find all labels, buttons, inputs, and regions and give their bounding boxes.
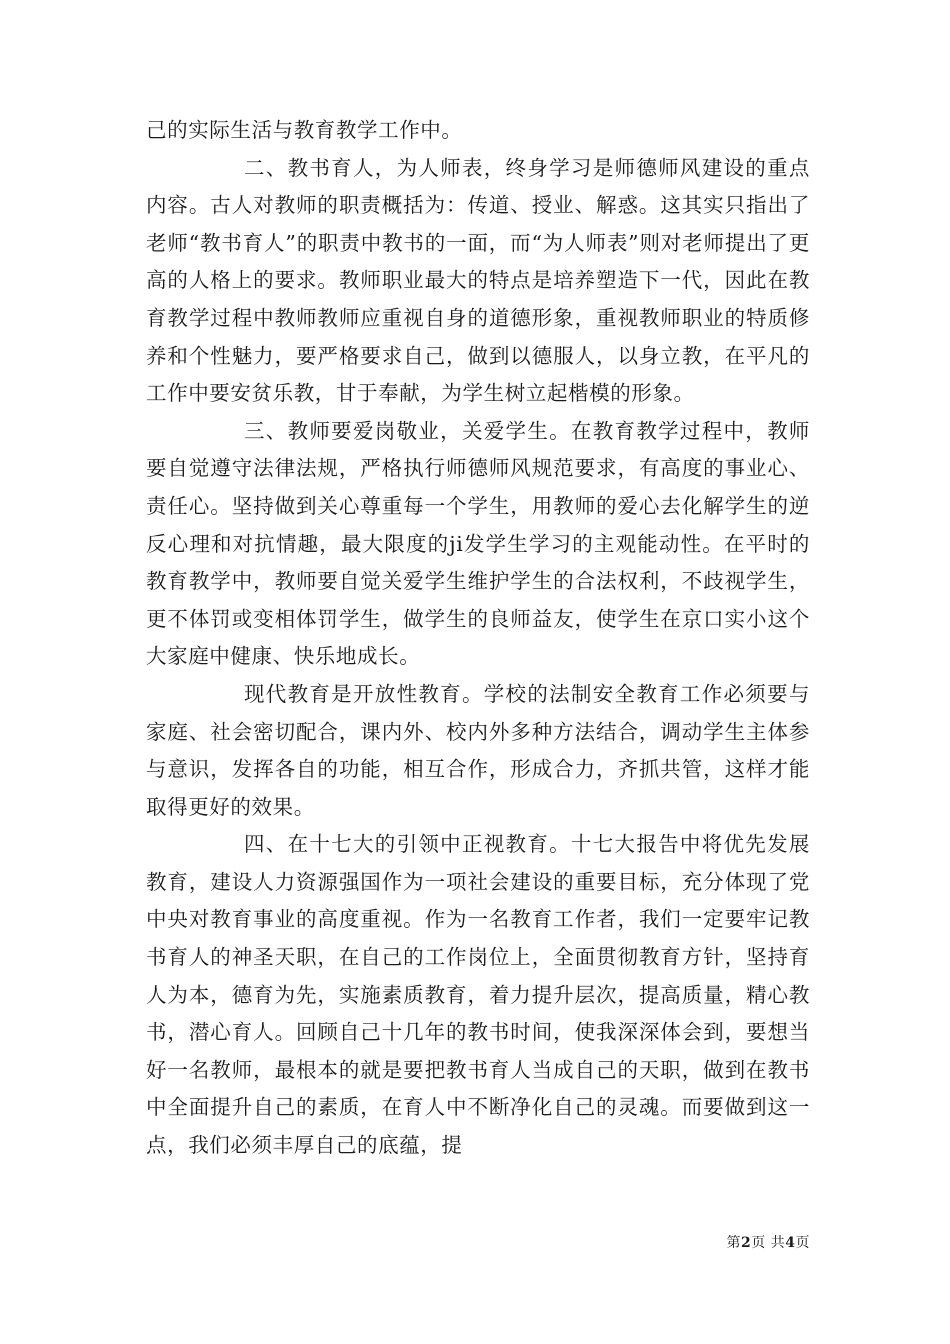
footer-page-number: 2	[741, 1235, 752, 1251]
footer-total-pages: 4	[785, 1235, 796, 1251]
page-footer	[700, 1232, 810, 1252]
body-text	[146, 112, 810, 1165]
paragraph-section-four: 四、在十七大的引领中正视教育。十七大报告中将优先发展教育，建设人力资源强国作为一项社会建设的重要目标，充分体现了党中央对教育事业的高度重视。作为一名教育工作者，我们一定要牢记教书育人的神圣天职，在自己的工作岗位上，全面贯彻教育方针，坚持育人为本，德育为先，实施素质教育，着力提升层次，提高质量，精心教书，潜心育人。回顾自己十几年的教书时间，使我深深体会到，要想当好一名教师，最根本的就是要把教书育人当成自己的天职，做到在教书中全面提升自己的素质，在育人中不断净化自己的灵魂。而要做到这一点，我们必须丰厚自己的底蕴，提	[146, 832, 810, 1158]
footer-prefix: 第	[726, 1235, 742, 1251]
footer-suffix: 页	[795, 1235, 810, 1251]
footer-middle: 页 共	[751, 1235, 786, 1251]
paragraph-section-two: 二、教书育人，为人师表，终身学习是师德师风建设的重点内容。古人对教师的职责概括为：传道、授业、解惑。这其实只指出了老师“教书育人”的职责中教书的一面，而“为人师表”则对老师提出了更高的人格上的要求。教师职业最大的特点是培养塑造下一代，因此在教育教学过程中教师教师应重视自身的道德形象，重视教师职业的特质修养和个性魅力，要严格要求自己，做到以德服人，以身立教，在平凡的工作中要安贫乐教，甘于奉献，为学生树立起楷模的形象。	[146, 155, 810, 406]
paragraph-section-three: 三、教师要爱岗敬业，关爱学生。在教育教学过程中，教师要自觉遵守法律法规，严格执行师德师风规范要求，有高度的事业心、责任心。坚持做到关心尊重每一个学生，用教师的爱心去化解学生的逆反心理和对抗情趣，最大限度的ji发学生学习的主观能动性。在平时的教育教学中，教师要自觉关爱学生维护学生的合法权利，不歧视学生，更不体罚或变相体罚学生，做学生的良师益友，使学生在京口实小这个大家庭中健康、快乐地成长。	[146, 418, 810, 669]
paragraph-continuation: 己的实际生活与教育教学工作中。	[146, 118, 463, 142]
paragraph-modern-education: 现代教育是开放性教育。学校的法制安全教育工作必须要与家庭、社会密切配合，课内外、校内外多种方法结合，调动学生主体参与意识，发挥各自的功能，相互合作，形成合力，齐抓共管，这样才能取得更好的效果。	[146, 681, 810, 819]
